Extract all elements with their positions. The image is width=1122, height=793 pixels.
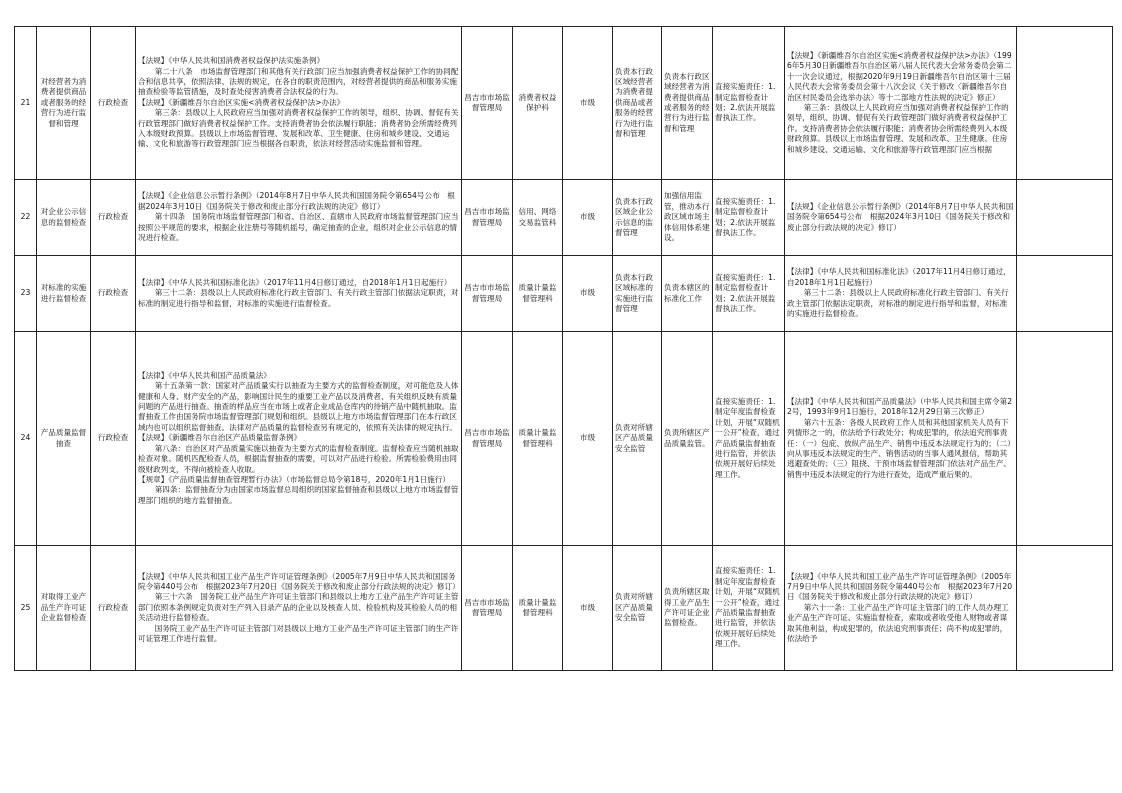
- legal-basis-paragraph: 第八条：自治区对产品质量实施以抽查为主要方式的监督检查制度。监督检查应当随机抽取检查对象、随机匹配检查人员，根据监督抽查的需要，可以对产品进行检验。所需检验费用由同级财政列支，不得向被检查人收取。: [138, 443, 459, 474]
- implementation-duty: 直接实施责任：1.制定监督检查计划；2.依法开展监督执法工作。: [713, 180, 785, 256]
- accountability-basis-paragraph: 【法规】《企业信息公示暂行条例》（2014年8月7日中华人民共和国国务院令第654号公布 根据2024年3月10日《国务院关于修改和废止部分行政法规的决定》修订）: [787, 201, 1014, 232]
- legal-basis-paragraph: 国务院工业产品生产许可证主管部门对县级以上地方工业产品生产许可证主管部门的生产许可证管理工作进行监督。: [138, 623, 459, 644]
- table-row: [15, 332, 1113, 546]
- accountability-basis-paragraph: 第三十二条：县级以上人民政府标准化行政主管部门、有关行政主管部门依据法定职责，对标准的制定进行指导和监督，对标准的实施进行监督检查。: [787, 288, 1009, 319]
- item-type: 行政检查: [91, 180, 136, 256]
- legal-basis-paragraph: 【法规】《中华人民共和国工业产品生产许可证管理条例》（2005年7月9日中华人民共和国国务院令第440号公布 根据2023年7月20日《国务院关于修改和废止部分行政法规的决定》修订）: [138, 571, 460, 591]
- implementation-duty: 直接实施责任：1.制定监督检查计划；2.依法开展监督执法工作。: [713, 27, 785, 180]
- legal-basis-paragraph: 第四条：监督抽查分为由国家市场监督总局组织的国家监督抽查和县级以上地方市场监督管理部门组织的地方监督抽查。: [138, 485, 459, 505]
- implementing-department: 昌吉市市场监督管理局: [462, 180, 513, 256]
- item-type: 行政检查: [91, 256, 136, 332]
- table-row: [15, 546, 1113, 671]
- responsible-unit: 信用、网络交易监管科: [513, 180, 563, 256]
- exercise-scope: 负责对所辖区产品质量安全监管: [613, 332, 662, 546]
- implementing-department: 昌吉市市场监督管理局: [462, 546, 513, 671]
- legal-basis: [136, 27, 462, 180]
- accountability-basis-paragraph: 第六十五条：各级人民政府工作人员和其他国家机关人员有下列情形之一的，依法给予行政处分；构成犯罪的，依法追究刑事责任：（一）包庇、放纵产品生产、销售中违反本法规定行为的；（二）向从事违反本法规定的生产、销售活动的当事人通风报信，帮助其逃避查处的；（三）阻挠、干预市场监督管理部门依法对产品生产、销售中违反本法规定的行为进行查处，造成严重后果的。: [787, 417, 1012, 479]
- table-row: [15, 27, 1113, 180]
- legal-basis-paragraph: 【规章】《产品质量监督抽查管理暂行办法》（市场监督总局令第18号，2020年1月1日施行）: [138, 474, 451, 484]
- item-name: 对取得工业产品生产许可证企业监督检查: [37, 546, 91, 671]
- item-name: 对经营者为消费者提供商品或者服务的经营行为进行监督和管理: [37, 27, 91, 180]
- responsible-unit: 消费者权益保护科: [513, 27, 563, 180]
- legal-basis-paragraph: 【法规】《企业信息公示暂行条例》（2014年8月7日中华人民共和国国务院令第654号公布 根据2024年3月10日《国务院关于修改和废止部分行政法规的决定》修订）: [138, 191, 455, 211]
- exercise-scope: 负责本行政区域企业公示信息的监督管理: [613, 180, 662, 256]
- table-row: [15, 180, 1113, 256]
- accountability-basis: [785, 180, 1017, 256]
- responsibility-content: 负责所辖区取得工业产品生产许可证企业监督检查。: [662, 546, 713, 671]
- exercise-level: 市级: [563, 546, 613, 671]
- accountability-basis-paragraph: 【法律】《中华人民共和国标准化法》（2017年11月4日修订通过，自2018年1月1日起施行）: [787, 267, 1011, 287]
- responsibility-content: 加强信用监管，推动本行政区域市场主体信用体系建设。: [662, 180, 713, 256]
- legal-basis-paragraph: 【法规】《中华人民共和国消费者权益保护法实施条例》: [138, 56, 325, 66]
- responsibility-content: 负责本辖区的标准化工作: [662, 256, 713, 332]
- accountability-basis: [785, 27, 1017, 180]
- accountability-basis: [785, 546, 1017, 671]
- table-body: [15, 27, 1113, 671]
- table-row: [15, 256, 1113, 332]
- exercise-scope: 负责本行政区域标准的实施进行监督管理: [613, 256, 662, 332]
- item-type: 行政检查: [91, 546, 136, 671]
- remarks-cell: [1017, 546, 1113, 671]
- legal-basis: [136, 546, 462, 671]
- implementation-duty: 直接实施责任：1.制定年度监督检查计划，开展“双随机一公开”检查，通过产品质量监督抽查进行监管，并依法依规开展好后续处理工作。: [713, 546, 785, 671]
- remarks-cell: [1017, 256, 1113, 332]
- legal-basis-paragraph: 【法律】《中华人民共和国标准化法》（2017年11月4日修订通过，自2018年1月1日起施行）: [138, 277, 452, 287]
- implementing-department: 昌吉市市场监督管理局: [462, 256, 513, 332]
- accountability-basis-paragraph: 【法规】《新疆维吾尔自治区实施<消费者权益保护法>办法》（1996年5月30日新疆维吾尔自治区第八届人民代表大会常务委员会第二十一次会议通过，根据2020年9月19日新疆维吾尔自治区第十三届人民代表大会常务委员会第十八次会议《关于修改〈新疆维吾尔自治区村民委员会选举办法〉等十二部地方性法规的决定》修正）: [787, 50, 1012, 102]
- row-number: 25: [15, 546, 37, 671]
- legal-basis-paragraph: 【法规】《新疆维吾尔自治区实施<消费者权益保护法>办法》: [138, 97, 345, 107]
- row-number: 24: [15, 332, 37, 546]
- legal-basis: [136, 332, 462, 546]
- legal-basis-paragraph: 【法律】《中华人民共和国产品质量法》: [138, 370, 271, 380]
- item-name: 对企业公示信息的监督检查: [37, 180, 91, 256]
- item-type: 行政检查: [91, 332, 136, 546]
- row-number: 22: [15, 180, 37, 256]
- legal-basis-paragraph: 第十四条 国务院市场监督管理部门和省、自治区、直辖市人民政府市场监督管理部门应当按照公平规范的要求，根据企业注册号等随机摇号，确定抽查的企业，组织对企业公示信息的情况进行检查。: [138, 212, 459, 243]
- item-type: 行政检查: [91, 27, 136, 180]
- accountability-basis: [785, 256, 1017, 332]
- exercise-level: 市级: [563, 180, 613, 256]
- legal-basis-paragraph: 第三十二条：县级以上人民政府标准化行政主管部门、有关行政主管部门依据法定职责，对标准的制定进行指导和监督，对标准的实施进行监督检查。: [138, 288, 459, 308]
- implementation-duty: 直接实施责任：1.制定年度监督检查计划，开展“双随机一公开”检查，通过产品质量监督抽查进行监管，并依法依规开展好后续处理工作。: [713, 332, 785, 546]
- accountability-basis-paragraph: 第三条：县级以上人民政府应当加强对消费者权益保护工作的领导，组织、协调、督促有关行政管理部门做好消费者权益保护工作。支持消费者协会依法履行职能；消费者协会所需经费列入本级财政预算。县级以上市场监督管理、发展和改革、卫生健康、住房和城乡建设、交通运输、文化和旅游等行政管理部门应当根据: [787, 103, 1009, 154]
- exercise-level: 市级: [563, 27, 613, 180]
- legal-basis: [136, 256, 462, 332]
- implementing-department: 昌吉市市场监督管理局: [462, 27, 513, 180]
- responsible-unit: 质量计量监督管理科: [513, 332, 563, 546]
- admin-inspection-table: [14, 26, 1113, 671]
- row-number: 21: [15, 27, 37, 180]
- exercise-scope: 负责本行政区域经营者为消费者提供商品或者服务的经营行为进行监督和管理: [613, 27, 662, 180]
- responsibility-content: 负责本行政区域经营者为消费者提供商品或者服务的经营行为进行监督和管理: [662, 27, 713, 180]
- exercise-level: 市级: [563, 256, 613, 332]
- legal-basis-paragraph: 第三十六条 国务院工业产品生产许可证主管部门和县级以上地方工业产品生产许可证主管部门依照本条例规定负责对生产列入目录产品的企业以及核查人员、检验机构及其检验人员的相关活动进行监督检查。: [138, 592, 459, 623]
- item-name: 对标准的实施进行监督检查: [37, 256, 91, 332]
- legal-basis-paragraph: 第三条：县级以上人民政府应当加强对消费者权益保护工作的领导，组织、协调、督促有关行政管理部门做好消费者权益保护工作。支持消费者协会依法履行职能；消费者协会所需经费列入本级财政预算。县级以上市场监督管理、发展和改革、卫生健康、住房和城乡建设、交通运输、文化和旅游等行政管理部门应当根据各自职责，依法对经营活动实施监督和管理。: [138, 108, 459, 149]
- accountability-basis-paragraph: 【法规】《中华人民共和国工业产品生产许可证管理条例》（2005年7月9日中华人民共和国国务院令第440号公布 根据2023年7月20日《国务院关于修改和废止部分行政法规的决定》修订）: [787, 571, 1013, 602]
- remarks-cell: [1017, 27, 1113, 180]
- legal-basis-paragraph: 第二十八条 市场监督管理部门和其他有关行政部门应当加强消费者权益保护工作的协同配合和信息共享，依照法律、法规的规定，在各自的职责范围内，对经营者提供的商品和服务实施抽查检验等监管措施，及时查处侵害消费者合法权益的行为。: [138, 66, 459, 97]
- row-number: 23: [15, 256, 37, 332]
- legal-basis-paragraph: 【法规】《新疆维吾尔自治区产品质量监督条例》: [138, 433, 302, 443]
- implementation-duty: 直接实施责任：1.制定监督检查计划；2.依法开展监督执法工作。: [713, 256, 785, 332]
- accountability-basis-paragraph: 第六十一条：工业产品生产许可证主管部门的工作人员办理工业产品生产许可证、实施监督检查，索取或者收受他人财物或者谋取其他利益，构成犯罪的，依法追究刑事责任；尚不构成犯罪的，依法给予: [787, 602, 1009, 644]
- exercise-level: 市级: [563, 332, 613, 546]
- remarks-cell: [1017, 332, 1113, 546]
- legal-basis-paragraph: 第十五条第一款：国家对产品质量实行以抽查为主要方式的监督检查制度，对可能危及人体健康和人身、财产安全的产品，影响国计民生的重要工业产品以及消费者、有关组织反映有质量问题的产品进行抽查。抽查的样品应当在市场上或者企业成品仓库内的待销产品中随机抽取。监督抽查工作由国务院市场监督管理部门规划和组织。县级以上地方市场监督管理部门在本行政区域内也可以组织监督抽查。法律对产品质量的监督检查另有规定的，依照有关法律的规定执行。: [138, 381, 459, 432]
- responsibility-content: 负责所辖区产品质量监管。: [662, 332, 713, 546]
- accountability-basis: [785, 332, 1017, 546]
- item-name: 产品质量监督抽查: [37, 332, 91, 546]
- responsible-unit: 质量计量监督管理科: [513, 256, 563, 332]
- accountability-basis-paragraph: 【法律】《中华人民共和国产品质量法》（中华人民共和国主席令第22号，1993年9月1日施行，2018年12月29日第三次修正）: [787, 396, 1013, 417]
- exercise-scope: 负责对所辖区产品质量安全监管: [613, 546, 662, 671]
- legal-basis: [136, 180, 462, 256]
- remarks-cell: [1017, 180, 1113, 256]
- responsible-unit: 质量计量监督管理科: [513, 546, 563, 671]
- implementing-department: 昌吉市市场监督管理局: [462, 332, 513, 546]
